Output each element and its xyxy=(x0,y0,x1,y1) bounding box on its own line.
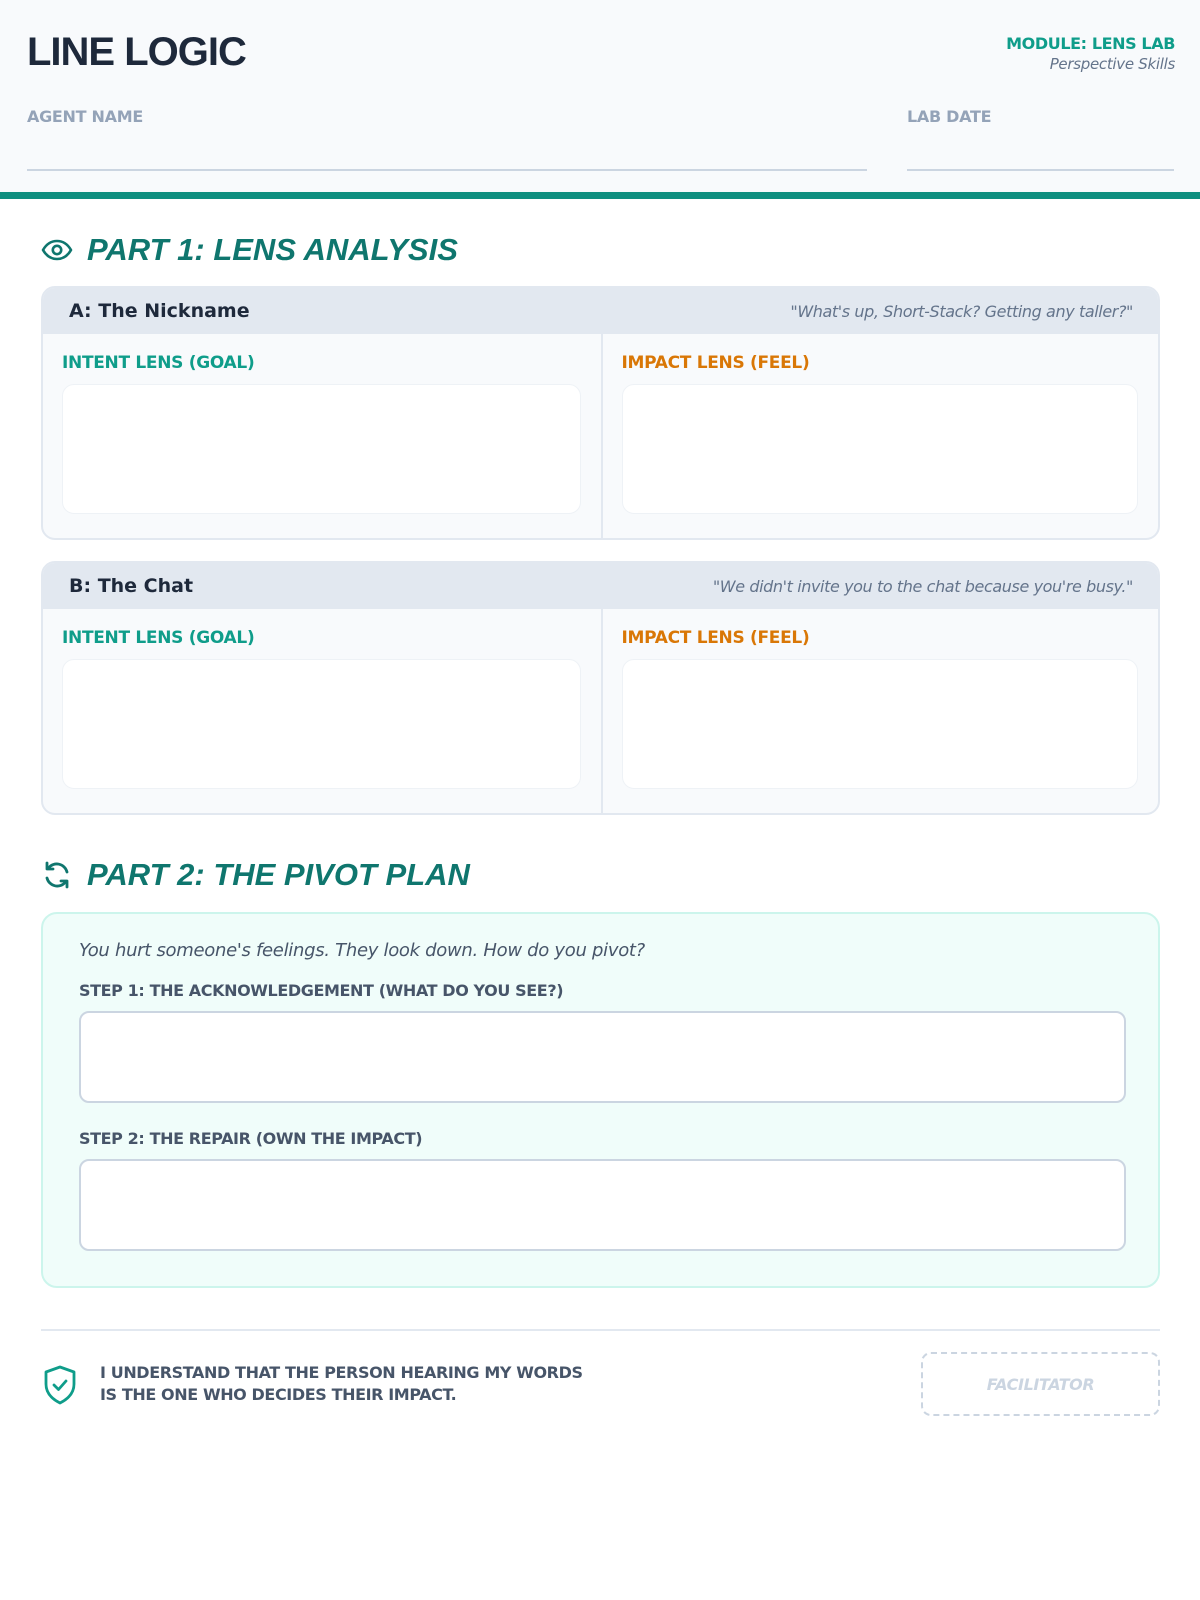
scenario-header xyxy=(43,563,1158,609)
intent-column xyxy=(43,334,601,538)
footer-divider xyxy=(41,1329,1160,1331)
scenario-card-a xyxy=(41,286,1160,540)
impact-lens-label: IMPACT LENS (FEEL) xyxy=(621,353,810,373)
module-subtitle: Perspective Skills xyxy=(1049,55,1175,73)
scenario-card-b xyxy=(41,561,1160,815)
intent-answer-box[interactable] xyxy=(62,384,581,514)
intent-column xyxy=(43,609,601,813)
part2-title: PART 2: THE PIVOT PLAN xyxy=(87,857,470,892)
lab-date-field[interactable] xyxy=(907,169,1174,171)
scenario-name: A: The Nickname xyxy=(69,300,250,322)
impact-answer-box[interactable] xyxy=(622,659,1139,789)
scenario-name: B: The Chat xyxy=(69,575,194,597)
shield-check-icon xyxy=(43,1365,77,1405)
intent-lens-label: INTENT LENS (GOAL) xyxy=(62,628,255,648)
part1-heading xyxy=(41,232,458,268)
page-title: LINE LOGIC xyxy=(27,30,246,74)
step2-label: STEP 2: THE REPAIR (OWN THE IMPACT) xyxy=(79,1129,423,1148)
worksheet-header xyxy=(0,0,1200,199)
scenario-quote: "We didn't invite you to the chat because you're busy." xyxy=(712,576,1133,596)
intent-answer-box[interactable] xyxy=(62,659,581,789)
impact-answer-box[interactable] xyxy=(622,384,1139,514)
step2-answer-box[interactable] xyxy=(79,1159,1126,1251)
impact-lens-label: IMPACT LENS (FEEL) xyxy=(621,628,810,648)
module-info xyxy=(1006,34,1175,73)
pledge-line-1: I UNDERSTAND THAT THE PERSON HEARING MY WORDS xyxy=(100,1363,583,1382)
pivot-plan-panel xyxy=(41,912,1160,1288)
part1-title: PART 1: LENS ANALYSIS xyxy=(87,232,458,267)
refresh-icon xyxy=(41,859,73,891)
agent-name-label: AGENT NAME xyxy=(27,107,143,126)
scenario-header xyxy=(43,288,1158,334)
scenario-quote: "What's up, Short-Stack? Getting any taller?" xyxy=(790,301,1133,321)
intent-lens-label: INTENT LENS (GOAL) xyxy=(62,353,255,373)
pledge-line-2: IS THE ONE WHO DECIDES THEIR IMPACT. xyxy=(100,1385,457,1404)
impact-column xyxy=(601,334,1159,538)
facilitator-signature-box[interactable]: FACILITATOR xyxy=(921,1352,1160,1416)
module-name: MODULE: LENS LAB xyxy=(1006,34,1175,53)
pivot-prompt: You hurt someone's feelings. They look down. How do you pivot? xyxy=(79,940,645,961)
lab-date-label: LAB DATE xyxy=(907,107,992,126)
pledge-statement xyxy=(100,1362,583,1406)
step1-label: STEP 1: THE ACKNOWLEDGEMENT (WHAT DO YOU SEE?) xyxy=(79,981,564,1000)
step1-answer-box[interactable] xyxy=(79,1011,1126,1103)
part2-heading xyxy=(41,857,470,893)
eye-icon xyxy=(41,234,73,266)
impact-column xyxy=(601,609,1159,813)
agent-name-field[interactable] xyxy=(27,169,867,171)
